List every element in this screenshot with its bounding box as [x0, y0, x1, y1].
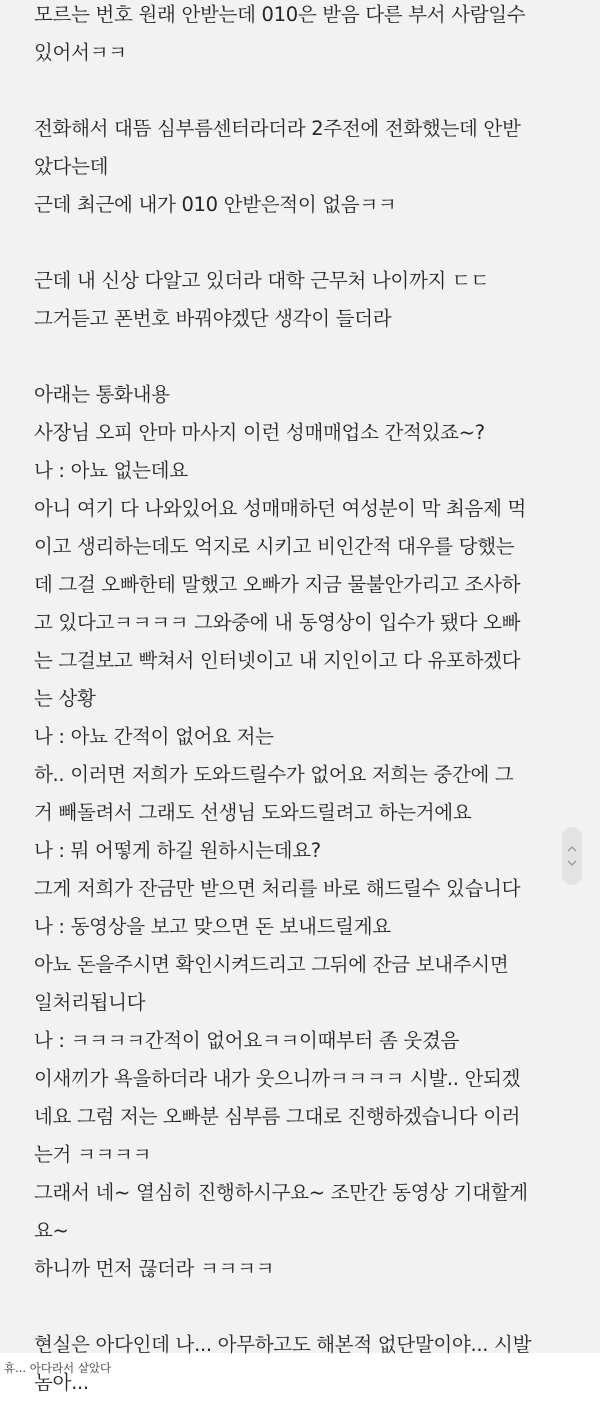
post-line: 네요 그럼 저는 오빠분 심부름 그대로 진행하겠습니다 이러 — [34, 1105, 521, 1128]
blank-line — [34, 338, 554, 376]
post-line: 요~ — [34, 1219, 69, 1242]
post-line: 그래서 네~ 열심히 진행하시구요~ 조만간 동영상 기대할게 — [34, 1181, 528, 1204]
post-line: 있어서ㅋㅋ — [34, 41, 127, 64]
post-line: 나 : 뭐 어떻게 하길 원하시는데요? — [34, 839, 321, 862]
post-line: 하.. 이러면 저희가 도와드릴수가 없어요 저희는 중간에 그 — [34, 763, 514, 786]
post-line: 아뇨 돈을주시면 확인시켜드리고 그뒤에 잔금 보내주시면 — [34, 953, 509, 976]
post-line: 는 상황 — [34, 687, 96, 710]
post-line: 근데 최근에 내가 010 안받은적이 없음ㅋㅋ — [34, 193, 397, 216]
blank-line — [34, 1288, 554, 1326]
post-line: 아래는 통화내용 — [34, 383, 170, 406]
post-line: 사장님 오피 안마 마사지 이런 성매매업소 간적있죠~? — [34, 421, 485, 444]
post-line: 현실은 아다인데 나... 아무하고도 해본적 없단말이야... 시발 — [34, 1333, 532, 1356]
post-line: 근데 내 신상 다알고 있더라 대학 근무처 나이까지 ㄷㄷ — [34, 269, 490, 292]
post-line: 거 빼돌려서 그래도 선생님 도와드릴려고 하는거에요 — [34, 801, 472, 824]
scroll-indicator[interactable] — [562, 827, 582, 885]
post-line: 모르는 번호 원래 안받는데 010은 받음 다른 부서 사람일수 — [34, 3, 526, 26]
post-line: 나 : 아뇨 간적이 없어요 저는 — [34, 725, 274, 748]
chevron-down-icon[interactable] — [567, 860, 577, 866]
post-caption: 휴... 아다라서 살았다 — [4, 1361, 112, 1375]
post-line: 그거듣고 폰번호 바꿔야겠단 생각이 들더라 — [34, 307, 392, 330]
post-body — [34, 0, 554, 1402]
blank-line — [34, 224, 554, 262]
post-line: 았다는데 — [34, 155, 109, 178]
post-line: 는거 ㅋㅋㅋㅋ — [34, 1143, 152, 1166]
post-line: 나 : 아뇨 없는데요 — [34, 459, 188, 482]
chevron-up-icon[interactable] — [567, 846, 577, 852]
post-line: 그게 저희가 잔금만 받으면 처리를 바로 해드릴수 있습니다 — [34, 877, 521, 900]
post-line: 데 그걸 오빠한테 말했고 오빠가 지금 물불안가리고 조사하 — [34, 573, 521, 596]
post-line: 이새끼가 욕을하더라 내가 웃으니까ㅋㅋㅋㅋ 시발.. 안되겠 — [34, 1067, 521, 1090]
post-line: 나 : ㅋㅋㅋㅋ간적이 없어요ㅋㅋ이때부터 좀 웃겼음 — [34, 1029, 460, 1052]
post-line: 아니 여기 다 나와있어요 성매매하던 여성분이 막 최음제 먹 — [34, 497, 527, 520]
post-line: 이고 생리하는데도 억지로 시키고 비인간적 대우를 당했는 — [34, 535, 515, 558]
post-line: 는 그걸보고 빡쳐서 인터넷이고 내 지인이고 다 유포하겠다 — [34, 649, 521, 672]
post-line: 놈아... — [34, 1371, 89, 1394]
post-line: 고 있다고ㅋㅋㅋㅋ 그와중에 내 동영상이 입수가 됐다 오빠 — [34, 611, 521, 634]
post-line: 하니까 먼저 끊더라 ㅋㅋㅋㅋ — [34, 1257, 275, 1280]
post-line: 일처리됩니다 — [34, 991, 146, 1014]
blank-line — [34, 72, 554, 110]
post-line: 나 : 동영상을 보고 맞으면 돈 보내드릴게요 — [34, 915, 391, 938]
post-line: 전화해서 대뜸 심부름센터라더라 2주전에 전화했는데 안받 — [34, 117, 521, 140]
